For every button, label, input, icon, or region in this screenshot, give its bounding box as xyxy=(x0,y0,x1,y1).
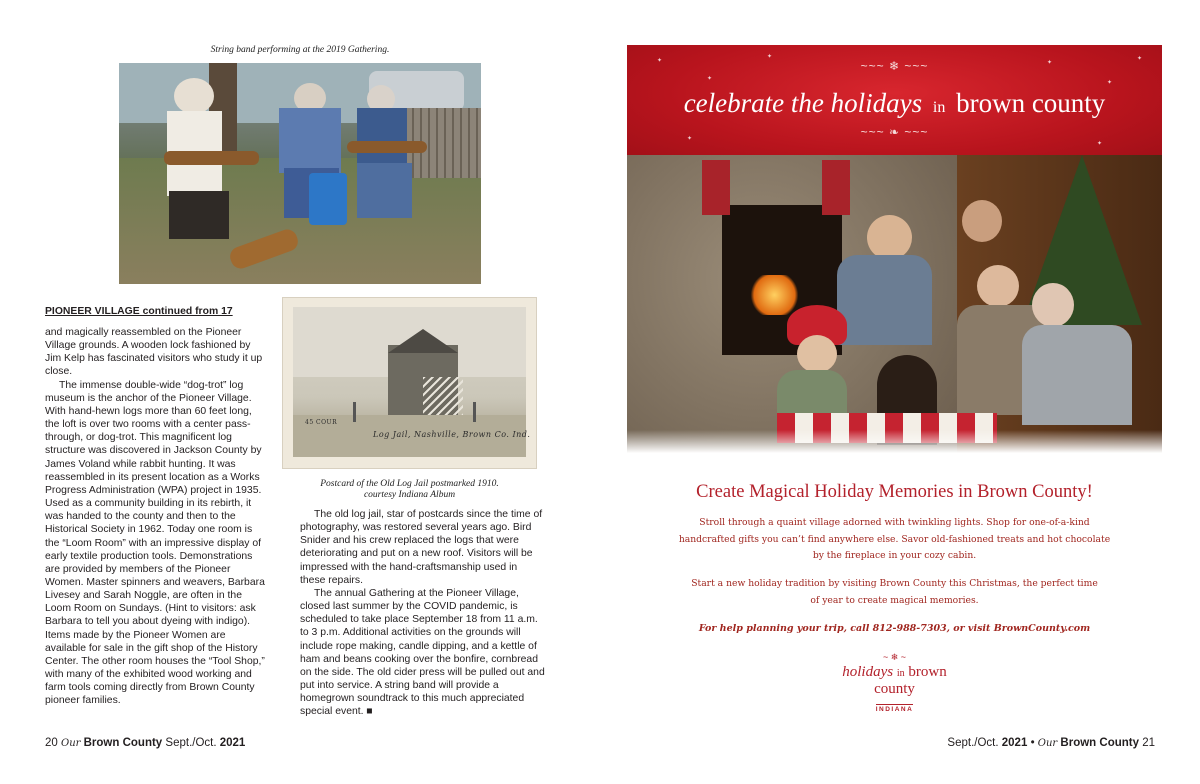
page-number: 21 xyxy=(1142,737,1155,749)
postcard-number: 45 COUR xyxy=(305,419,338,426)
postcard-inscription: Log Jail, Nashville, Brown Co. Ind. xyxy=(373,430,531,439)
logo-state: INDIANA xyxy=(875,706,914,713)
ad-call-to-action: For help planning your trip, call 812-988-7303, or visit BrownCounty.com xyxy=(698,623,1091,634)
paragraph: and magically reassembled on the Pioneer Village grounds. A wooden lock fashioned by Jim Kelp has fascinated visitors who study it up close. xyxy=(45,327,263,378)
ad-banner-title xyxy=(627,88,1162,119)
ad-line: of year to create magical memories. xyxy=(810,594,979,606)
top-flourish-icon: ~~~ ❄ ~~~ xyxy=(860,59,929,73)
logo-flourish-icon: ~ ❄ ~ xyxy=(882,652,907,662)
logo-word-brown-county: brown county xyxy=(874,664,947,697)
family-fireplace-photo xyxy=(627,155,1162,463)
paragraph: The old log jail, star of postcards since the time of photography, was restored several years ago. Bird Snider and his crew replaced the logs that were deteriorating and put on a new roof. Visitors will be impressed with the hand-craftsmanship used in these repairs. xyxy=(300,509,543,586)
bullet: • xyxy=(1030,737,1035,749)
title-script: celebrate the holidays xyxy=(683,88,923,118)
ad-paragraph-2 xyxy=(667,576,1122,609)
ad-line: handcrafted gifts you can’t find anywhere else. Savor old-fashioned treats and hot chocolate xyxy=(678,533,1111,545)
left-folio xyxy=(45,737,245,749)
logo-word-holidays: holidays xyxy=(842,664,894,680)
postcard-caption-line2: courtesy Indiana Album xyxy=(363,490,456,500)
issue: Sept./Oct. xyxy=(165,737,217,749)
title-in: in xyxy=(932,99,946,116)
logo-word-in: in xyxy=(896,668,905,679)
year: 2021 xyxy=(219,737,246,749)
continued-heading: PIONEER VILLAGE continued from 17 xyxy=(45,306,233,317)
paragraph: The annual Gathering at the Pioneer Village, closed last summer by the COVID pandemic, is scheduled to take place September 18 from 11 a.m. to 3 p.m. Additional activities on the grounds will include rope making, candle dipping, and a kettle of ham and beans cooking over the bonfire, cornbread on the side. The old cider press will be pulled out and put into service. A string band will provide a homegrown soundtrack to this much appreciated special event. ■ xyxy=(300,587,545,718)
paragraph: The immense double-wide “dog-trot” log museum is the anchor of the Pioneer Village. With hand-hewn logs more than 60 feet long, the loft is over two rooms with a center pass-through, or dog-trot. This magnificent log structure was discovered in Jackson County by James Voland while rabbit hunting. It was reassembled in its present location as a Works Progress Administration (WPA) project in 1935. Used as a community building in its rebirth, it was handed to the county and then to the Historical Society in 1962. Today one room is the “Loom Room” with an impressive display of early textile production tools. Demonstrations are provided by members of the Pioneer Women. Master spinners and weavers, Barbara Livesey and Sarah Noggle, are often in the Loom Room on Sundays. (Hint to visitors: ask Barbara to tell you about dyeing with indigo). Items made by the Pioneer Women are available for sale in the gift shop of the History Center. The other room houses the “Tool Shop,” with many of the exhibited wood working and farm tools coming directly from Brown County pioneer families. xyxy=(45,379,265,707)
holidays-brown-county-logo xyxy=(822,652,967,713)
article-column-2 xyxy=(300,508,545,719)
string-band-photo xyxy=(119,63,481,284)
ad-paragraph-1 xyxy=(667,515,1122,565)
holiday-advertisement xyxy=(627,45,1162,713)
year: 2021 xyxy=(1001,737,1028,749)
right-folio xyxy=(947,737,1155,749)
magazine-name: Brown County xyxy=(1060,737,1139,749)
article-column-1 xyxy=(45,326,267,708)
ad-line: Start a new holiday tradition by visiting Brown County this Christmas, the perfect time xyxy=(691,578,1098,589)
bottom-flourish-icon: ~~~ ❧ ~~~ xyxy=(860,125,929,139)
photo-caption-string-band: String band performing at the 2019 Gathering. xyxy=(210,45,390,55)
our-script: Our xyxy=(1037,738,1058,749)
postcard-caption xyxy=(262,479,557,501)
title-place: brown county xyxy=(956,88,1106,118)
ad-banner: ✦ ✦ ✦ ✦ ✦ ✦ ✦ ✦ ~~~ ❄ ~~~ celebrate the holidays in brown county ~~~ ❧ ~~~ xyxy=(627,45,1162,165)
magazine-name: Brown County xyxy=(83,737,163,749)
ad-line: Stroll through a quaint village adorned with twinkling lights. Shop for one-of-a-kind xyxy=(699,517,1090,528)
page-number: 20 xyxy=(45,737,58,749)
issue: Sept./Oct. xyxy=(947,737,999,749)
postcard-caption-line1: Postcard of the Old Log Jail postmarked 1910. xyxy=(320,479,499,489)
our-script: Our xyxy=(61,738,81,749)
log-jail-postcard xyxy=(282,297,537,469)
ad-line: by the fireplace in your cozy cabin. xyxy=(812,550,977,561)
ad-headline: Create Magical Holiday Memories in Brown County! xyxy=(696,482,1093,502)
